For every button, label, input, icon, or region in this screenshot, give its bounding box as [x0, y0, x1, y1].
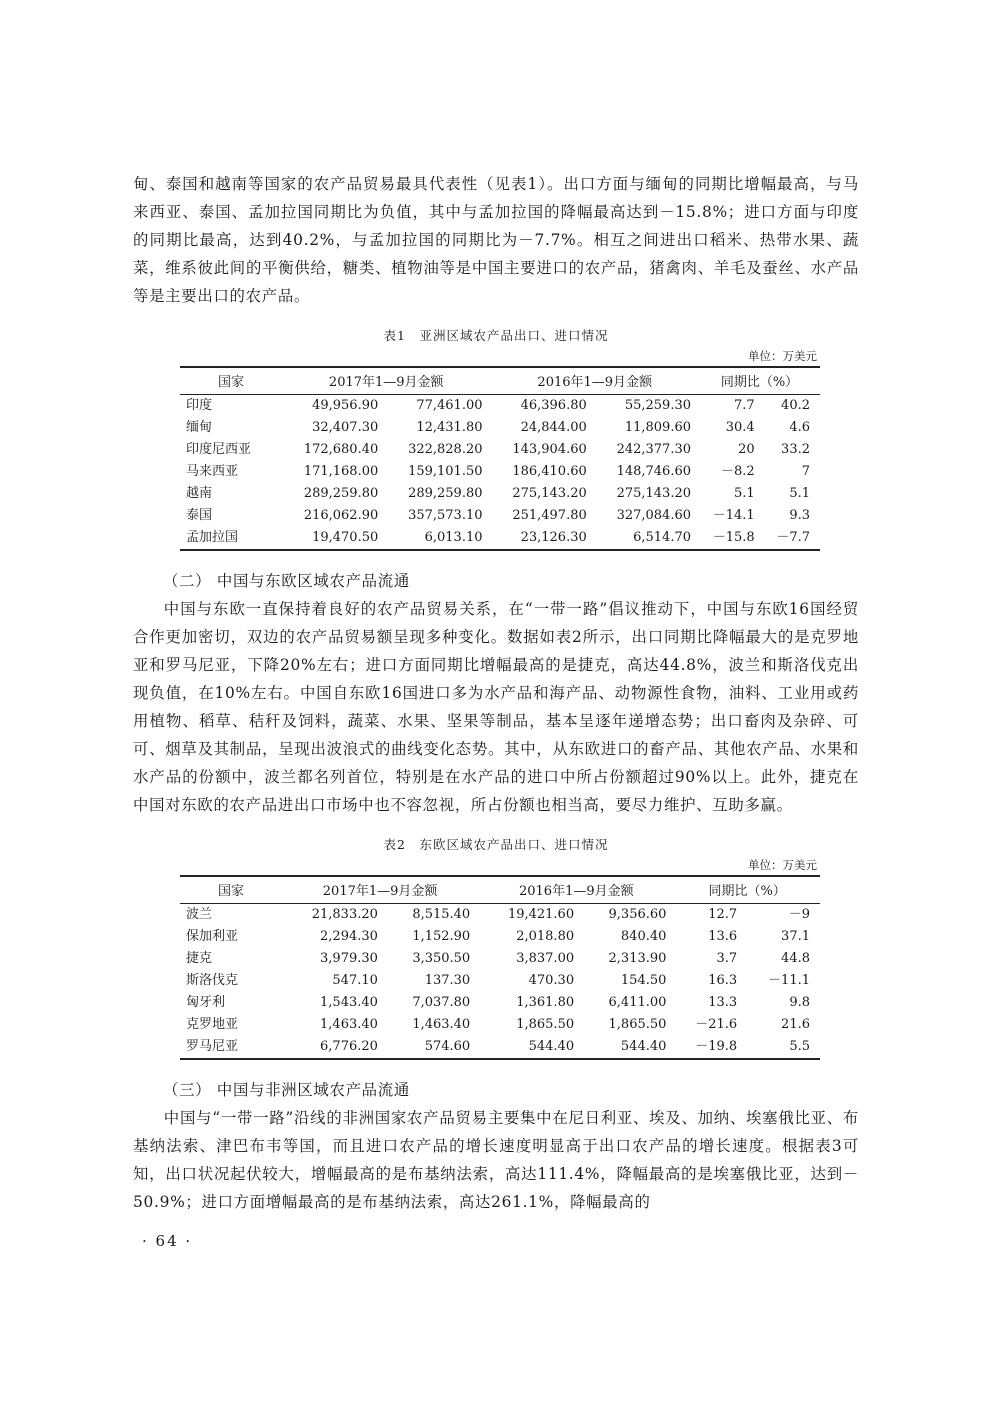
cell-amount: 289,259.80	[408, 486, 483, 501]
cell-yoy: －19.8	[674, 1036, 747, 1059]
cell-amount: 171,168.00	[303, 464, 379, 479]
cell-amount: 470.30	[528, 973, 575, 988]
cell-country: 泰国	[186, 508, 213, 523]
cell-country: 克罗地亚	[186, 1017, 239, 1032]
cell-country: 波兰	[186, 907, 213, 922]
cell-amount: 544.40	[582, 1036, 674, 1059]
header-2016: 2016年1—9月金额	[478, 876, 674, 904]
header-country: 国家	[180, 367, 282, 395]
cell-amount: 547.10	[332, 973, 378, 988]
cell-amount: 172,680.40	[303, 442, 379, 457]
paragraph-eastern-europe-trade: 中国与东欧一直保持着良好的农产品贸易关系，在“一带一路”倡议推动下，中国与东欧16国经贸合作更加密切，双边的农产品贸易额呈现多种变化。数据如表2所示，出口同期比降幅最大的是克罗地亚和罗马尼亚，下降20%左右；进口方面同期比增幅最高的是捷克，高达44.8%，波兰和斯洛伐克出现负值，在10%左右。中国自东欧16国进口多为水产品和海产品、动物源性食物，油料、工业用或药用植物、稻草、秸秆及饲料，蔬菜、水果、坚果等制品，基本呈逐年递增态势；出口畜肉及杂碎、可可、烟草及其制品，呈现出波浪式的曲线变化态势。其中，从东欧进口的畜产品、其他农产品、水果和水产品的份额中，波兰都名列首位，特别是在水产品的进口中所占份额超过90%以上。此外，捷克在中国对东欧的农产品进出口市场中也不容忽视，所占份额也相当高，要尽力维护、互助多赢。	[133, 600, 859, 814]
cell-country: 罗马尼亚	[180, 1036, 282, 1059]
cell-yoy: －7.7	[765, 527, 820, 550]
cell-amount: 544.40	[478, 1036, 582, 1059]
header-yoy: 同期比（%）	[674, 876, 820, 904]
cell-amount: 3,837.00	[516, 951, 575, 966]
table-row	[180, 395, 820, 418]
cell-amount: 6,013.10	[386, 527, 490, 550]
cell-amount: 46,396.80	[520, 398, 587, 413]
table-row	[180, 948, 820, 970]
cell-amount: 19,470.50	[282, 527, 386, 550]
cell-country: 印度尼西亚	[186, 442, 252, 457]
cell-amount: 2,294.30	[320, 929, 378, 944]
cell-yoy: 7	[801, 464, 810, 479]
cell-amount: 1,463.40	[412, 1017, 471, 1032]
cell-amount: 2,018.80	[516, 929, 575, 944]
cell-yoy: 9.3	[789, 508, 810, 523]
cell-yoy: 5.1	[789, 486, 810, 501]
cell-amount: 7,037.80	[412, 995, 471, 1010]
cell-amount: 1,361.80	[516, 995, 575, 1010]
cell-amount: 23,126.30	[491, 527, 595, 550]
page-content	[133, 170, 859, 1216]
table-2-title: 表2 东欧区域农产品出口、进口情况	[383, 837, 609, 852]
cell-country: 印度	[186, 398, 213, 413]
cell-amount: 574.60	[386, 1036, 478, 1059]
table-row	[180, 926, 820, 948]
cell-yoy: 20	[738, 442, 755, 457]
cell-amount: 159,101.50	[408, 464, 483, 479]
header-country: 国家	[180, 876, 282, 904]
cell-yoy: －21.6	[695, 1017, 738, 1032]
cell-yoy: 13.3	[708, 995, 738, 1010]
cell-country: 匈牙利	[186, 995, 226, 1010]
cell-yoy: 37.1	[781, 929, 810, 944]
cell-amount: 77,461.00	[416, 398, 483, 413]
cell-amount: 840.40	[620, 929, 667, 944]
cell-amount: 137.30	[424, 973, 471, 988]
cell-yoy: 12.7	[708, 907, 738, 922]
cell-amount: 251,497.80	[512, 508, 587, 523]
cell-amount: 242,377.30	[616, 442, 691, 457]
cell-amount: 2,313.90	[608, 951, 667, 966]
cell-amount: 289,259.80	[303, 486, 379, 501]
cell-amount: 24,844.00	[520, 420, 587, 435]
cell-amount: 49,956.90	[312, 398, 379, 413]
cell-country: 缅甸	[186, 420, 213, 435]
table-1-asia-trade	[180, 366, 820, 551]
header-2017: 2017年1—9月金额	[282, 367, 491, 395]
cell-amount: 186,410.60	[512, 464, 587, 479]
cell-country: 保加利亚	[186, 929, 239, 944]
table-row	[180, 483, 820, 505]
table-1-title: 表1 亚洲区域农产品出口、进口情况	[383, 328, 609, 343]
cell-yoy: －11.1	[768, 973, 810, 988]
cell-yoy: 3.7	[716, 951, 738, 966]
cell-amount: 19,421.60	[507, 907, 575, 922]
cell-yoy: 44.8	[781, 951, 810, 966]
cell-yoy: 30.4	[725, 420, 755, 435]
table-row	[180, 439, 820, 461]
paragraph-africa-trade: 中国与“一带一路”沿线的非洲国家农产品贸易主要集中在尼日利亚、埃及、加纳、埃塞俄比亚、布基纳法索、津巴布韦等国，而且进口农产品的增长速度明显高于出口农产品的增长速度。根据表3可知，出口状况起伏较大，增幅最高的是布基纳法索，高达111.4%，降幅最高的是埃塞俄比亚，达到－50.9%；进口方面增幅最高的是布基纳法索，高达261.1%，降幅最高的	[133, 1109, 859, 1211]
table-row	[180, 417, 820, 439]
cell-amount: 32,407.30	[312, 420, 379, 435]
paragraph-asia-trade: 甸、泰国和越南等国家的农产品贸易最具代表性（见表1）。出口方面与缅甸的同期比增幅最高，与马来西亚、泰国、孟加拉国同期比为负值，其中与孟加拉国的降幅最高达到－15.8%；进口方面与印度的同期比最高，达到40.2%，与孟加拉国的同期比为－7.7%。相互之间进出口稻米、热带水果、蔬菜，维系彼此间的平衡供给，糖类、植物油等是中国主要进口的农产品，猪禽肉、羊毛及蚕丝、水产品等是主要出口的农产品。	[133, 175, 859, 305]
cell-amount: 1,463.40	[320, 1017, 378, 1032]
table-row	[180, 904, 820, 927]
cell-country: 马来西亚	[186, 464, 239, 479]
cell-country: 孟加拉国	[180, 527, 282, 550]
cell-amount: 3,350.50	[412, 951, 471, 966]
cell-country: 斯洛伐克	[186, 973, 239, 988]
cell-amount: 9,356.60	[608, 907, 667, 922]
table-row	[180, 1036, 820, 1059]
cell-amount: 8,515.40	[412, 907, 471, 922]
cell-amount: 6,514.70	[595, 527, 699, 550]
table-2-eastern-europe-trade	[180, 875, 820, 1060]
table-row	[180, 461, 820, 483]
table-row	[180, 527, 820, 550]
cell-yoy: 5.5	[747, 1036, 820, 1059]
cell-amount: 11,809.60	[624, 420, 691, 435]
table-1-unit: 单位：万美元	[748, 349, 817, 363]
cell-amount: 275,143.20	[512, 486, 587, 501]
cell-yoy: 21.6	[781, 1017, 810, 1032]
cell-amount: 12,431.80	[416, 420, 483, 435]
section-title-africa: （三） 中国与非洲区域农产品流通	[163, 1081, 410, 1099]
header-yoy: 同期比（%）	[699, 367, 820, 395]
cell-amount: 327,084.60	[616, 508, 691, 523]
cell-amount: 357,573.10	[408, 508, 483, 523]
cell-amount: 1,152.90	[412, 929, 471, 944]
cell-amount: 6,411.00	[608, 995, 667, 1010]
table-row	[180, 992, 820, 1014]
cell-amount: 216,062.90	[303, 508, 379, 523]
table-header-row	[180, 876, 820, 904]
cell-yoy: 33.2	[781, 442, 810, 457]
cell-amount: 143,904.60	[512, 442, 587, 457]
cell-amount: 6,776.20	[282, 1036, 386, 1059]
cell-country: 捷克	[186, 951, 213, 966]
header-2016: 2016年1—9月金额	[491, 367, 700, 395]
cell-amount: 1,865.50	[608, 1017, 667, 1032]
cell-yoy: －14.1	[712, 508, 755, 523]
cell-yoy: 7.7	[734, 398, 755, 413]
cell-amount: 322,828.20	[408, 442, 483, 457]
cell-yoy: －8.2	[721, 464, 755, 479]
cell-amount: 275,143.20	[616, 486, 691, 501]
cell-yoy: 40.2	[781, 398, 810, 413]
cell-yoy: 4.6	[789, 420, 810, 435]
cell-yoy: 9.8	[789, 995, 810, 1010]
cell-yoy: 13.6	[708, 929, 738, 944]
cell-amount: 148,746.60	[616, 464, 691, 479]
table-2-unit: 单位：万美元	[748, 858, 817, 872]
cell-amount: 21,833.20	[311, 907, 378, 922]
cell-amount: 1,865.50	[516, 1017, 575, 1032]
cell-amount: 3,979.30	[320, 951, 378, 966]
cell-amount: 1,543.40	[320, 995, 378, 1010]
table-row	[180, 1014, 820, 1036]
cell-amount: 154.50	[620, 973, 667, 988]
table-row	[180, 970, 820, 992]
cell-yoy: 16.3	[708, 973, 738, 988]
cell-yoy: －9	[788, 907, 810, 922]
cell-yoy: 5.1	[734, 486, 755, 501]
cell-country: 越南	[186, 486, 213, 501]
section-title-eastern-europe: （二） 中国与东欧区域农产品流通	[163, 572, 410, 590]
cell-amount: 55,259.30	[624, 398, 691, 413]
header-2017: 2017年1—9月金额	[282, 876, 478, 904]
table-header-row	[180, 367, 820, 395]
table-row	[180, 505, 820, 527]
page-number: · 64 ·	[142, 1232, 193, 1250]
cell-yoy: －15.8	[699, 527, 765, 550]
